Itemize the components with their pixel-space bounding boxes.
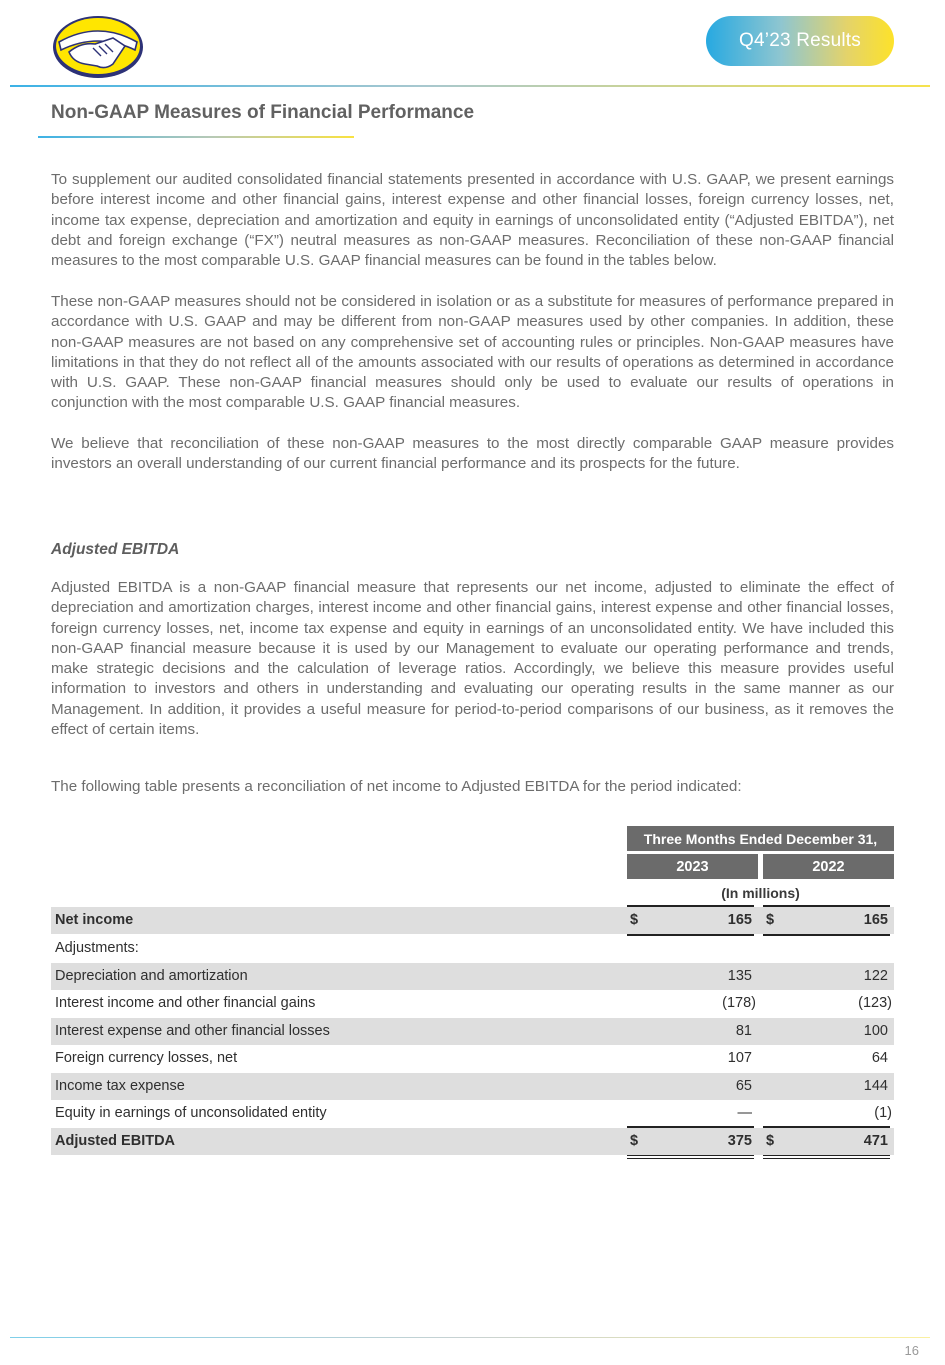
year-header-2022: 2022 xyxy=(763,854,894,879)
period-header: Three Months Ended December 31, xyxy=(627,826,894,851)
value-2022: (1) xyxy=(874,1105,892,1121)
table-row-net-income xyxy=(51,907,894,934)
row-label: Adjusted EBITDA xyxy=(55,1133,176,1149)
header-divider xyxy=(10,85,930,87)
value-2023: (178) xyxy=(722,995,756,1011)
intro-paragraph-2: These non-GAAP measures should not be considered in isolation or as a substitute for measures of performance prepared in accordance with U.S. GAAP and may be different from non-GAAP measures used by other companies. In addition, these non-GAAP measures are not based on any comprehensive set of accounting rules or principles. Non-GAAP measures have limitations in that they do not reflect all of the amounts associated with our results of operations as determined in accordance with U.S. GAAP. These non-GAAP financial measures should only be used to evaluate our results of operations in conjunction with the most comparable U.S. GAAP financial measures. xyxy=(51,293,894,412)
value-2022: 100 xyxy=(863,1023,888,1039)
page-title: Non-GAAP Measures of Financial Performance xyxy=(51,102,475,123)
section-paragraph-1: Adjusted EBITDA is a non-GAAP financial measure that represents our net income, adjusted to eliminate the effect of depreciation and amortization charges, interest income and other financial gains, interest expense and other financial losses, foreign currency losses, net, income tax expense and equity in earnings of an unconsolidated entity. We have included this non-GAAP financial measure because it is used by our Management to evaluate our operating performance and trends, make strategic decisions and the calculation of leverage ratios. Accordingly, we believe this measure provides useful information to investors and others in understanding and evaluating our operating results in the same manner as our Management. In addition, it provides a useful measure for period-to-period comparisons of our business, as it removes the effect of certain items. xyxy=(51,579,894,739)
value-2022: 144 xyxy=(863,1078,888,1094)
value-2023: 81 xyxy=(735,1023,752,1039)
value-2023: 165 xyxy=(727,912,752,928)
value-2022: 165 xyxy=(863,912,888,928)
table-row-income-tax xyxy=(51,1073,894,1100)
currency-symbol: $ xyxy=(630,1133,639,1149)
row-label: Foreign currency losses, net xyxy=(55,1050,238,1066)
table-row-interest-income xyxy=(51,990,894,1017)
section-paragraph-2: The following table presents a reconciliation of net income to Adjusted EBITDA for the period indicated: xyxy=(51,778,742,795)
title-underline xyxy=(38,136,354,138)
company-logo xyxy=(51,14,147,80)
row-label: Equity in earnings of unconsolidated entity xyxy=(55,1105,327,1121)
currency-symbol: $ xyxy=(630,912,639,928)
section-heading: Adjusted EBITDA xyxy=(51,541,180,558)
table-row-adjustments xyxy=(51,935,894,962)
value-2022: (123) xyxy=(858,995,892,1011)
intro-paragraph-3: We believe that reconciliation of these non-GAAP measures to the most directly comparable GAAP measure provides investors an overall understanding of our current financial performance and its prospects for the future. xyxy=(51,435,894,473)
currency-symbol: $ xyxy=(766,912,775,928)
currency-symbol: $ xyxy=(766,1133,775,1149)
page-number: 16 xyxy=(904,1343,919,1358)
row-label: Interest expense and other financial losses xyxy=(55,1023,330,1039)
row-label: Income tax expense xyxy=(55,1078,185,1094)
value-2022: 64 xyxy=(871,1050,888,1066)
row-label: Interest income and other financial gains xyxy=(55,995,316,1011)
value-2023: 375 xyxy=(727,1133,752,1149)
units-label: (In millions) xyxy=(721,885,800,901)
value-2023: 107 xyxy=(727,1050,752,1066)
table-row-depreciation xyxy=(51,963,894,990)
quarter-results-badge: Q4’23 Results xyxy=(706,16,894,66)
table-row-interest-expense xyxy=(51,1018,894,1045)
row-label: Depreciation and amortization xyxy=(55,968,248,984)
footer-divider xyxy=(10,1337,930,1338)
table-row-equity-earnings xyxy=(51,1100,894,1127)
value-2022: 471 xyxy=(863,1133,888,1149)
year-header-2023: 2023 xyxy=(627,854,758,879)
handshake-logo-icon xyxy=(51,14,147,80)
intro-paragraph-1: To supplement our audited consolidated financial statements presented in accordance with U.S. GAAP, we present earnings before interest income and other financial gains, interest expense and other financial losses, foreign currency losses, net, income tax expense, depreciation and amortization and equity in earnings of unconsolidated entity (“Adjusted EBITDA”), net debt and foreign exchange (“FX”) neutral measures as non-GAAP measures. Reconciliation of these non-GAAP financial measures to the most comparable U.S. GAAP financial measures can be found in the tables below. xyxy=(51,171,894,270)
row-label: Net income xyxy=(55,912,134,928)
table-row-fx-losses xyxy=(51,1045,894,1072)
value-2022: 122 xyxy=(863,968,888,984)
value-2023: 135 xyxy=(727,968,752,984)
value-2023: — xyxy=(737,1105,752,1121)
row-label: Adjustments: xyxy=(55,940,139,956)
table-row-adjusted-ebitda xyxy=(51,1128,894,1155)
value-2023: 65 xyxy=(735,1078,752,1094)
